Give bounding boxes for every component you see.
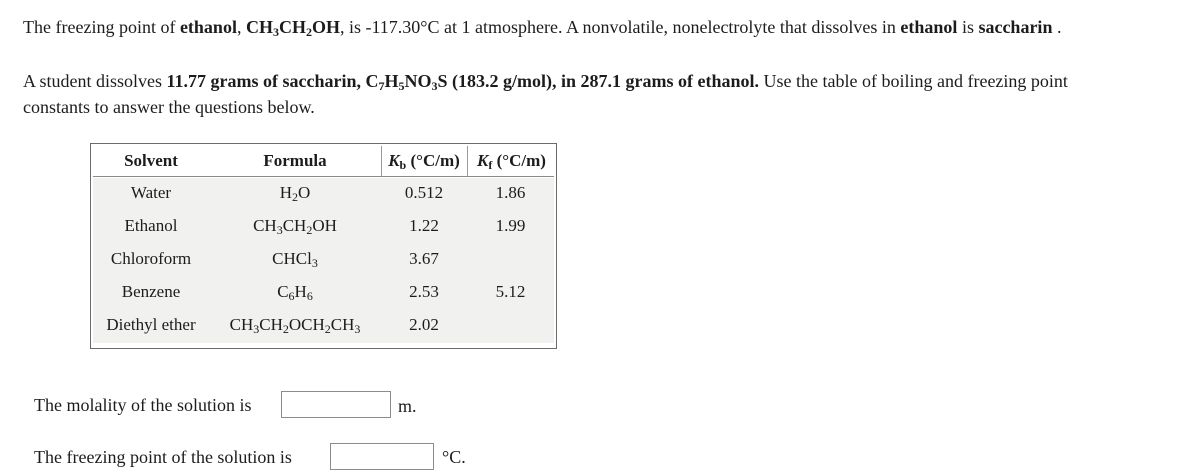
table-row-ethanol <box>93 211 554 244</box>
cell-solvent: Chloroform <box>110 249 192 268</box>
cell-kf: 5.12 <box>495 282 526 301</box>
header-kb: $K_b$ (°C/m) <box>388 151 460 172</box>
cell-formula: $CH_3CH_2OH$ <box>253 216 337 237</box>
cell-kf: 1.86 <box>495 183 526 202</box>
table-row-chloroform <box>93 244 554 277</box>
problem-instruction-line: constants to answer the questions below. <box>23 97 315 117</box>
cell-solvent: Water <box>130 183 172 202</box>
cell-formula: CHCl$_3$ <box>272 249 318 270</box>
freezing-point-answer-input[interactable] <box>330 443 434 470</box>
cell-solvent: Ethanol <box>124 216 178 235</box>
header-solvent: Solvent <box>124 151 178 170</box>
table-row-diethyl-ether <box>93 310 554 343</box>
cell-kb: 2.53 <box>409 282 439 301</box>
table-row-water <box>93 178 554 211</box>
cell-kb: 1.22 <box>409 216 439 235</box>
cell-formula: $H_2O$ <box>279 183 311 204</box>
constants-table <box>90 143 557 349</box>
cell-formula: $C_6H_6$ <box>277 282 313 303</box>
molality-question-label: The molality of the solution is <box>34 395 252 415</box>
freezing-point-question-label: The freezing point of the solution is <box>34 447 292 467</box>
table-row-benzene <box>93 277 554 310</box>
cell-solvent: Benzene <box>121 282 181 301</box>
cell-kb: 0.512 <box>404 183 444 202</box>
cell-kb: 2.02 <box>409 315 439 334</box>
problem-statement-line: A student dissolves 11.77 grams of saccharin, $C_7H_5NO_3S$ (183.2 g/mol), in 287.1 grams of ethanol. Use the table of boiling and freezing point <box>23 71 1068 93</box>
header-kf: $K_f$ (°C/m) <box>477 151 546 172</box>
cell-solvent: Diethyl ether <box>106 315 196 334</box>
molality-answer-input[interactable] <box>281 391 391 418</box>
header-formula: Formula <box>263 151 327 170</box>
cell-kf: 1.99 <box>495 216 526 235</box>
cell-kb: 3.67 <box>409 249 439 268</box>
problem-intro-line: The freezing point of ethanol, $CH_3CH_2OH$, is -117.30°C at 1 atmosphere. A nonvolatile, nonelectrolyte that dissolves in ethanol is saccharin . <box>23 17 1062 39</box>
cell-formula: $CH_3CH_2OCH_2CH_3$ <box>229 315 361 336</box>
molality-unit: m. <box>398 396 417 416</box>
table-header <box>93 146 554 177</box>
freezing-point-unit: °C. <box>442 447 466 467</box>
header-divider <box>467 146 468 176</box>
